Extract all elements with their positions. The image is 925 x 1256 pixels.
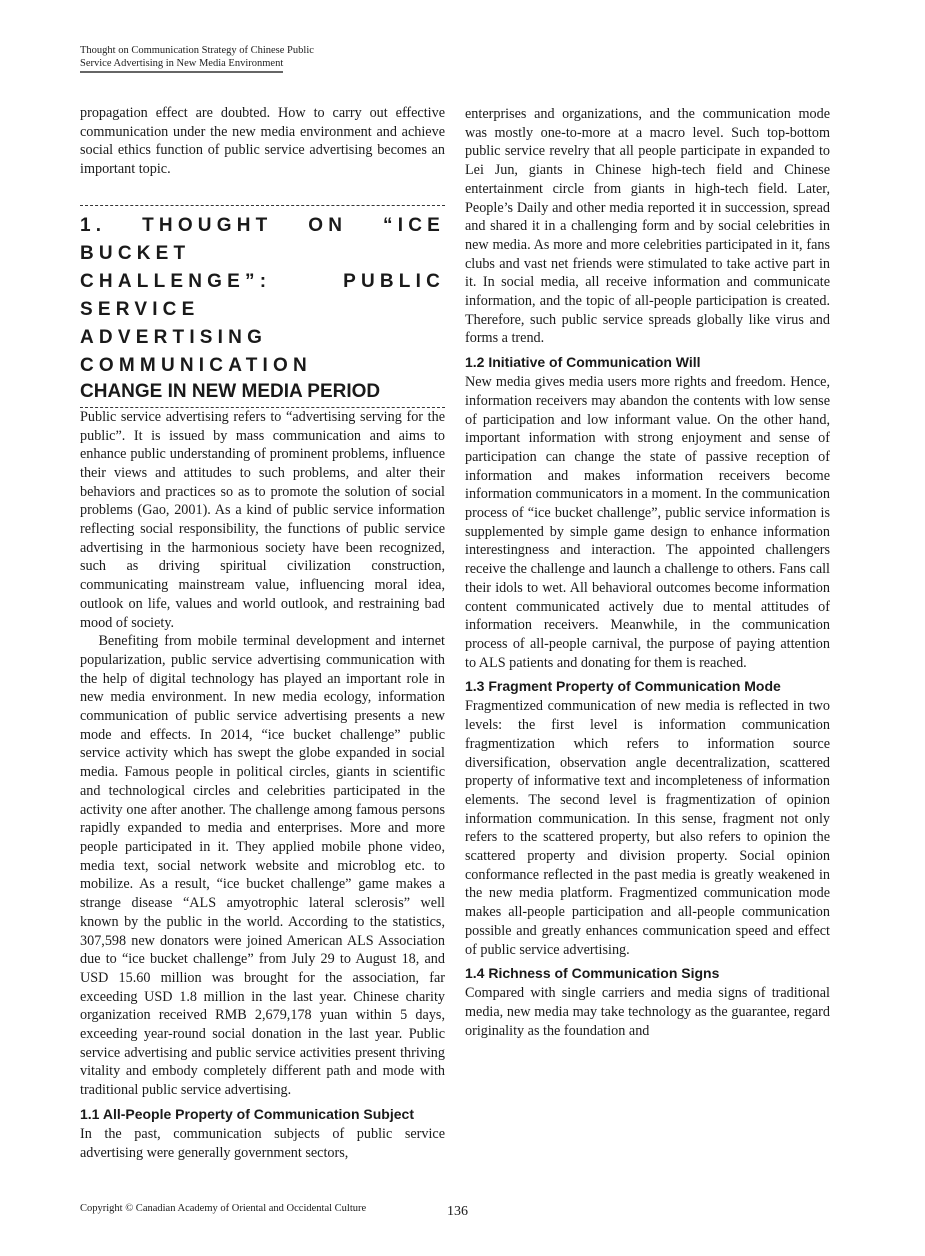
paragraph: Public service advertising refers to “advertising serving for the public”. It is issued by mass communication and aims to enhance public understanding of prominent problems, influence their views and attitudes to such problems, and alter their behaviors and practices so as to promote the solution of social problems (Gao, 2001). As a kind of public service information reflecting social responsibility, the functions of public service advertising in the harmonious society have been recognized, such as driving spiritual civilization construction, communicating mainstream value, influencing moral idea, outlook on life, values and world outlook, and restraining bad mood of society. xyxy=(80,408,445,631)
paragraph: Benefiting from mobile terminal development and internet popularization, public service advertising communication with the help of digital technology has played an important role in new media environment. In new media ecology, information communication of public service advertising presents a new mode and effects. In 2014, “ice bucket challenge” public service activity which has swept the globe expanded in social media. Famous people in political circles, giants in scientific and technological circles and celebrities participated in the activity one after another. The challenge among famous persons rapidly expanded to media and enterprises. More and more people participated in it. They applied mobile phone video, media text, social network website and microblog etc. to mobilize. As a result, “ice bucket challenge” game makes a strange disease “ALS amyotrophic lateral sclerosis” well known by the public in the world. According to the statistics, 307,598 new donators were joined American ALS Association due to “ice bucket challenge” from July 29 to August 18, and USD 15.60 million was brought for the association, far exceeding USD 1.8 million in the last year. Chinese charity organization received RMB 2,679,178 yuan within 5 days, exceeding year-round social donation in the last year. Public service advertising and public service activities present thriving vitality and embody completely different path and mode with traditional public service advertising. xyxy=(80,633,445,1099)
paragraph: In the past, communication subjects of public service advertising were generally government sectors, xyxy=(80,1125,445,1161)
running-header xyxy=(80,44,314,73)
section-heading-line: CHALLENGE”: PUBLIC SERVICE xyxy=(80,270,445,320)
subsection-heading: 1.3 Fragment Property of Communication Mode xyxy=(465,678,781,695)
right-column xyxy=(465,105,830,1040)
section-heading-line: 1. THOUGHT ON “ICE BUCKET xyxy=(80,214,445,264)
subsection-heading: 1.1 All-People Property of Communication Subject xyxy=(80,1105,414,1122)
page-number: 136 xyxy=(447,1204,468,1219)
paragraph: Compared with single carriers and media signs of traditional media, new media may take technology as the guarantee, regard originality as the foundation and xyxy=(465,985,830,1039)
running-header-line2: Service Advertising in New Media Environment xyxy=(80,57,283,73)
section-heading xyxy=(80,205,445,408)
section-heading-line: ADVERTISING COMMUNICATION xyxy=(80,326,312,376)
subsection-heading: 1.2 Initiative of Communication Will xyxy=(465,354,701,371)
subsection-heading: 1.4 Richness of Communication Signs xyxy=(465,965,720,982)
copyright-footer: Copyright © Canadian Academy of Oriental and Occidental Culture xyxy=(80,1203,367,1214)
paragraph: enterprises and organizations, and the communication mode was mostly one-to-more at a macro level. Such top-bottom public service revelry that all people participate in expanded to Lei Jun, giants in Chinese high-tech field and Chinese entertainment circle from giants in high-tech field. Later, People’s Daily and other media reported it in succession, spread and shared it in a challenging form and by social celebrities in new media. As more and more celebrities participated in it, fans clubs and vast net friends were stimulated to take active part in it. In social media, all receive information and communicate information, and the topic of all-people participation is created. Therefore, such public service spreads globally like virus and forms a trend. xyxy=(465,106,830,347)
paragraph: Fragmentized communication of new media is reflected in two levels: the first level is information communication fragmentization which refers to information source diversification, observation angle decentralization, scattered property of informative text and incompleteness of information elements. The second level is fragmentization of opinion information communication. In this sense, fragment not only refers to the scattered property, but also refers to opinion the scattered property and division property. Social opinion conformance reflected in the past media is greatly weakened in the new media platform. Fragmentized communication mode makes all-people participation and all-people communication possible and greatly enhances communication speed and effect of public service advertising. xyxy=(465,698,830,958)
left-column xyxy=(80,104,445,1162)
paragraph: New media gives media users more rights and freedom. Hence, information receivers may abandon the contents with low sense of participation and low informant value. On the other hand, important information with strong enjoyment and sense of participation can change the state of passive reception of information and makes information receivers become information communicators in a moment. In the communication process of “ice bucket challenge”, public service information is supplemented by simple game design to enhance information interestingness and interaction. The appointed challengers receive the challenge and launch a challenge to others. Fans call their idols to wet. All behavioral outcomes become information content communicated actively due to mental attitudes of information receivers. Meanwhile, in the communication process of all-people carnival, the purpose of paying attention to ALS patients and donating for them is reached. xyxy=(465,374,830,671)
running-header-line1: Thought on Communication Strategy of Chinese Public xyxy=(80,45,314,56)
section-heading-line: CHANGE IN NEW MEDIA PERIOD xyxy=(80,380,381,402)
paragraph: propagation effect are doubted. How to carry out effective communication under the new media environment and achieve social ethics function of public service advertising becomes an important topic. xyxy=(80,105,445,178)
